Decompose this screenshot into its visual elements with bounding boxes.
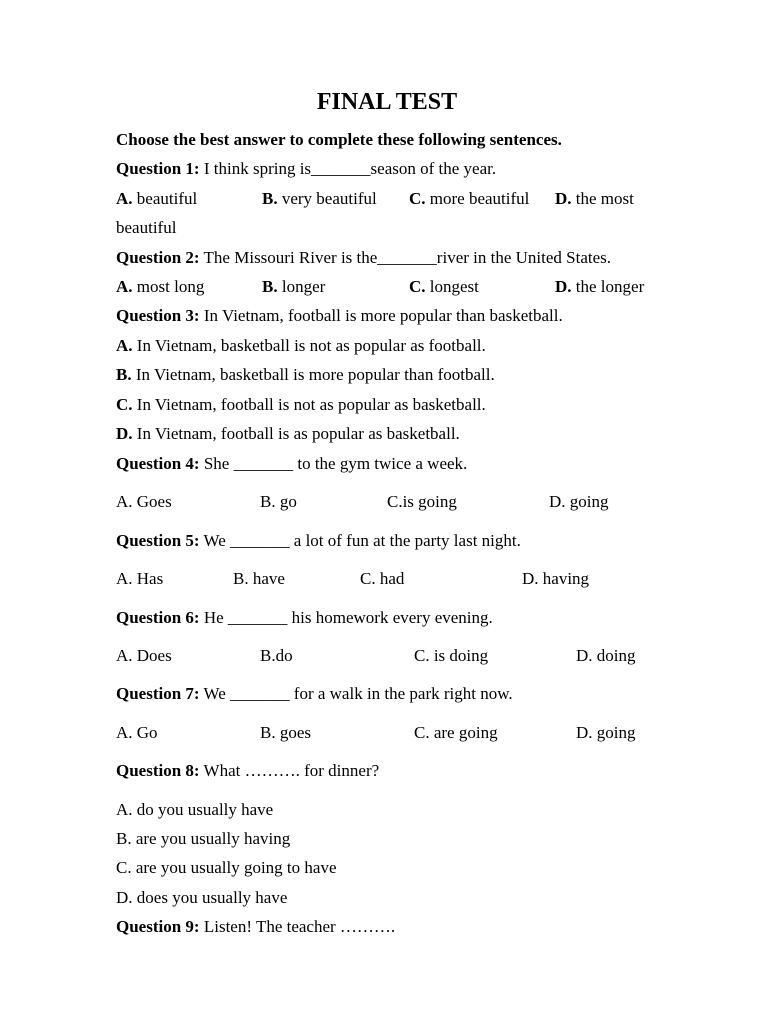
question-text: The Missouri River is the_______river in the United States. [203, 248, 612, 267]
question-6 [116, 608, 493, 628]
question-text: I think spring is_______season of the year. [203, 159, 497, 178]
q3-option-d: D. In Vietnam, football is as popular as basketball. [116, 424, 460, 443]
q2-option-a: A. most long [116, 277, 205, 296]
question-label: Question 4: [116, 454, 200, 473]
q7-option-a: A. Go [116, 723, 158, 742]
question-3 [116, 306, 563, 326]
q7-option-b: B. goes [260, 723, 311, 742]
question-text: What ………. for dinner? [203, 761, 380, 780]
question-label: Question 2: [116, 248, 200, 267]
q1-option-d: D. the most [555, 189, 634, 208]
question-1 [116, 159, 496, 179]
question-2 [116, 248, 611, 268]
question-label: Question 8: [116, 761, 200, 780]
question-label: Question 7: [116, 684, 200, 703]
question-4 [116, 454, 467, 474]
q8-option-d: D. does you usually have [116, 888, 288, 907]
question-text: We _______ for a walk in the park right now. [203, 684, 513, 703]
q4-option-d: D. going [549, 492, 609, 511]
q5-option-d: D. having [522, 569, 590, 588]
q8-option-a: A. do you usually have [116, 800, 274, 819]
q5-option-c: C. had [360, 569, 405, 588]
question-label: Question 3: [116, 306, 200, 325]
q1-option-a: A. beautiful [116, 189, 198, 208]
q7-option-d: D. going [576, 723, 636, 742]
q6-option-c: C. is doing [414, 646, 489, 665]
q5-option-a: A. Has [116, 569, 164, 588]
q6-option-d: D. doing [576, 646, 636, 665]
q1-option-d-wrap: beautiful [116, 218, 177, 237]
question-label: Question 5: [116, 531, 200, 550]
question-text: Listen! The teacher ………. [203, 917, 396, 936]
q3-option-a: A. In Vietnam, basketball is not as popular as football. [116, 336, 486, 355]
q4-option-b: B. go [260, 492, 297, 511]
question-5 [116, 531, 521, 551]
q7-option-c: C. are going [414, 723, 498, 742]
q6-option-a: A. Does [116, 646, 172, 665]
question-text: We _______ a lot of fun at the party last night. [203, 531, 521, 550]
q8-option-b: B. are you usually having [116, 829, 291, 848]
question-7 [116, 684, 513, 704]
q2-option-b: B. longer [262, 277, 326, 296]
q4-option-a: A. Goes [116, 492, 172, 511]
question-text: In Vietnam, football is more popular than basketball. [203, 306, 563, 325]
q1-option-b: B. very beautiful [262, 189, 377, 208]
question-8 [116, 761, 379, 781]
question-label: Question 9: [116, 917, 200, 936]
q6-option-b: B.do [260, 646, 293, 665]
instruction: Choose the best answer to complete these following sentences. [116, 130, 562, 149]
question-label: Question 1: [116, 159, 200, 178]
question-label: Question 6: [116, 608, 200, 627]
q4-option-c: C.is going [387, 492, 457, 511]
q2-option-d: D. the longer [555, 277, 645, 296]
q3-option-b: B. In Vietnam, basketball is more popular than football. [116, 365, 495, 384]
question-9 [116, 917, 395, 937]
q5-option-b: B. have [233, 569, 285, 588]
q1-option-c: C. more beautiful [409, 189, 530, 208]
question-text: She _______ to the gym twice a week. [203, 454, 468, 473]
question-text: He _______ his homework every evening. [203, 608, 493, 627]
q8-option-c: C. are you usually going to have [116, 858, 337, 877]
q2-option-c: C. longest [409, 277, 479, 296]
q3-option-c: C. In Vietnam, football is not as popular as basketball. [116, 395, 486, 414]
page-title: FINAL TEST [316, 89, 458, 115]
